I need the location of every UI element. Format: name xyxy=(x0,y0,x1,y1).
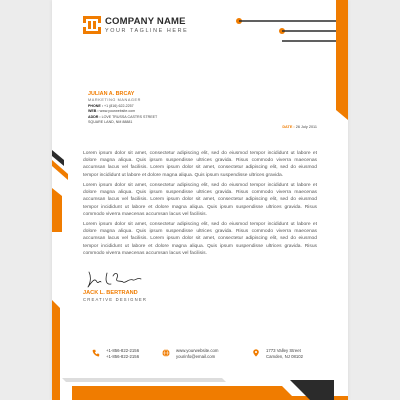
left-stripe-decoration xyxy=(50,150,72,232)
recipient-web xyxy=(88,110,157,114)
handwritten-signature xyxy=(85,270,145,290)
address-value: LOVE TRUSSA CASTRS STREET xyxy=(101,114,158,119)
recipient-block xyxy=(88,92,157,125)
date-value: 26 July 2011 xyxy=(295,125,317,129)
web-label: WEB : xyxy=(88,109,99,114)
phone-label: PHONE : xyxy=(88,103,103,108)
globe-icon xyxy=(162,349,170,357)
footer-phone xyxy=(92,348,139,359)
footer-address-line1: 1773 Valley Street xyxy=(266,348,301,353)
footer-address xyxy=(252,348,303,359)
footer-address-line2: Camden, NJ 08102 xyxy=(266,353,304,359)
location-pin-icon xyxy=(252,349,260,357)
footer-email-line: yourinfo@email.com xyxy=(176,353,216,359)
company-tagline: YOUR TAGLINE HERE xyxy=(105,28,189,34)
recipient-address xyxy=(88,116,157,120)
header-line-decoration xyxy=(230,12,340,44)
web-value: www.yourwebsite.com xyxy=(99,109,136,114)
address-label: ADDR : xyxy=(88,114,101,119)
recipient-name: JULIAN A. BRCAY xyxy=(88,91,135,97)
recipient-title: MARKETING MANAGER xyxy=(88,98,142,102)
body-paragraph-1: Lorem ipsum dolor sit amet, consectetur adipiscing elit, sed do eiusmod tempor incididunt ut labore et dolore magna aliqua. Quis ipsum suspendisse ultrices gravida. Risus commodo viverra maecenas accumsan lacus vel facilisis. Lorem ipsum dolor sit amet, consectetur adipiscing elit, sed do eiusmod tempor incididunt ut labore et dolore magna aliqua. Quis ipsum suspendisse ultrices gravida. xyxy=(83,151,317,178)
phone-value: +1 (816) 622-2257 xyxy=(103,103,134,108)
bottom-stripe-decoration xyxy=(52,376,348,400)
phone-icon xyxy=(92,349,100,357)
company-name: COMPANY NAME xyxy=(105,16,186,27)
signer-title: CREATIVE DESIGNER xyxy=(83,297,148,302)
footer-web xyxy=(162,348,219,359)
footer-phone-line1: +1-856-822-2156 xyxy=(106,348,140,353)
top-right-orange-shape xyxy=(333,0,350,120)
footer-web-line1: www.yourwebsite.com xyxy=(176,348,219,353)
body-paragraph-2: Lorem ipsum dolor sit amet, consectetur adipiscing elit, sed do eiusmod tempor incididunt ut labore et dolore magna aliqua. Quis ipsum suspendisse ultrices gravida. Risus commodo viverra maecenas accumsan lacus vel facilisis. Lorem ipsum dolor sit amet, consectetur adipiscing elit, sed do eiusmod tempor incididunt ut labore et dolore magna aliqua. Quis ipsum suspendisse ultrices gravida. Risus commodo viverra maecenas accumsan lacus vel facilisis. xyxy=(83,183,317,217)
recipient-phone xyxy=(88,105,157,109)
body-paragraph-3: Lorem ipsum dolor sit amet, consectetur adipiscing elit, sed do eiusmod tempor incididunt ut labore et dolore magna aliqua. Quis ipsum suspendisse ultrices gravida. Risus commodo viverra maecenas accumsan lacus vel facilisis. Lorem ipsum dolor sit amet, consectetur adipiscing elit, sed do eiusmod tempor incididunt ut labore et dolore magna aliqua. Quis ipsum suspendisse ultrices gravida. Risus commodo viverra maecenas accumsan lacus vel facilisis. xyxy=(83,222,317,256)
company-logo-icon xyxy=(83,16,101,34)
recipient-address-line2: SQUARE LAND, NM 88881 xyxy=(88,120,133,125)
signer-name: JACK L. BERTRAND xyxy=(83,290,138,296)
footer-phone-line2: +1-856-822-2156 xyxy=(106,353,140,359)
date-label: DATE : xyxy=(282,125,295,129)
letter-date xyxy=(282,125,317,129)
